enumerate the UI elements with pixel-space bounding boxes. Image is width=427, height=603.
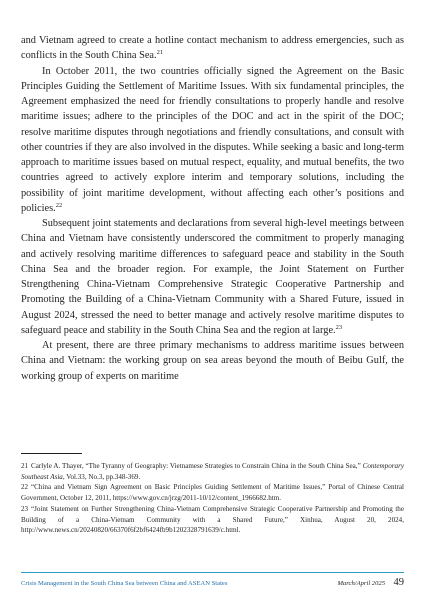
footnote-text: Carlyle A. Thayer, “The Tyranny of Geography: Vietnamese Strategies to Constrain China in the South China Sea,” (31, 462, 363, 470)
footnote-ref-21[interactable]: 21 (156, 49, 164, 57)
body-text (21, 33, 404, 384)
footnote-number: 23 (21, 504, 29, 513)
paragraph-1-text: and Vietnam agreed to create a hotline contact mechanism to address emergencies, such as conflicts in the South China Sea. (21, 35, 404, 62)
footnote-separator (21, 453, 82, 454)
footnote-21 (21, 461, 404, 482)
running-title: Crisis Management in the South China Sea between China and ASEAN States (21, 580, 228, 587)
paragraph-4-text: At present, there are three primary mechanisms to address maritime issues between China and Vietnam: the working group on sea areas beyond the mouth of Beibu Gulf, the working group of experts on maritime (21, 340, 404, 382)
footnote-23 (21, 504, 404, 536)
footnote-ref-22[interactable]: 22 (55, 201, 63, 209)
journal-title: Contemporary Southeast Asia (21, 462, 404, 481)
footnote-ref-23[interactable]: 23 (335, 323, 343, 331)
paragraph-2 (21, 64, 404, 217)
footnote-22 (21, 482, 404, 503)
footer-rule (21, 572, 404, 573)
page-number: 49 (393, 577, 404, 588)
footnote-number: 21 (21, 462, 29, 470)
issue-date: March/April 2025 (337, 580, 385, 587)
paragraph-2-text: In October 2011, the two countries officially signed the Agreement on the Basic Principles Guiding the Settlement of Maritime Issues. With six fundamental principles, the Agreement emphasized the need for friendly consultations to properly handle and resolve maritime issues; adhere to the principles of the DOC and act in the spirit of the DOC; resolve maritime disputes through negotiations and friendly consultations, and consult with other countries if they are also involved in the disputes. While seeking a basic and long-term approach to maritime issues based on mutual respect, equality, and mutual benefits, the two countries agreed to actively explore interim and temporary solutions, including the possibility of joint maritime development, without affecting each other’s positions and policies. (21, 65, 404, 214)
page-footer (21, 578, 404, 592)
paragraph-4 (21, 338, 404, 384)
footnote-text: “Joint Statement on Further Strengthening China-Vietnam Comprehensive Strategic Cooperative Partnership and Promoting the Building of a China-Vietnam Community with a Shared Future,” Xinhua, August 20, 2024, http://www.news.cn/20240820/66370f6f2bf6424fb9b1202328791639/c.html. (21, 504, 404, 535)
footnote-text: “China and Vietnam Sign Agreement on Basic Principles Guiding Settlement of Maritime Issues,” Portal of Chinese Central Government, October 12, 2011, https://www.gov.cn/jrzg/2011-10/12/content_1966682.htm. (21, 483, 404, 503)
paragraph-3-text: Subsequent joint statements and declarations from several high-level meetings between China and Vietnam have consistently underscored the commitment to properly managing and actively resolving maritime differences to safeguard peace and stability in the South China Sea and the broader region. For example, the Joint Statement on Further Strengthening China-Vietnam Comprehensive Strategic Cooperative Partnership and Promoting the Building of a China-Vietnam Community with a Shared Future, issued in August 2024, stressed the need to better manage and actively resolve maritime disputes to safeguard peace and stability in the South China Sea and the region at large. (21, 218, 404, 336)
footnote-text: , Vol.33, No.3, pp.348-369. (62, 472, 141, 481)
footnotes (21, 461, 404, 536)
paragraph-3 (21, 216, 404, 338)
paragraph-1 (21, 33, 404, 64)
footnote-number: 22 (21, 483, 29, 492)
